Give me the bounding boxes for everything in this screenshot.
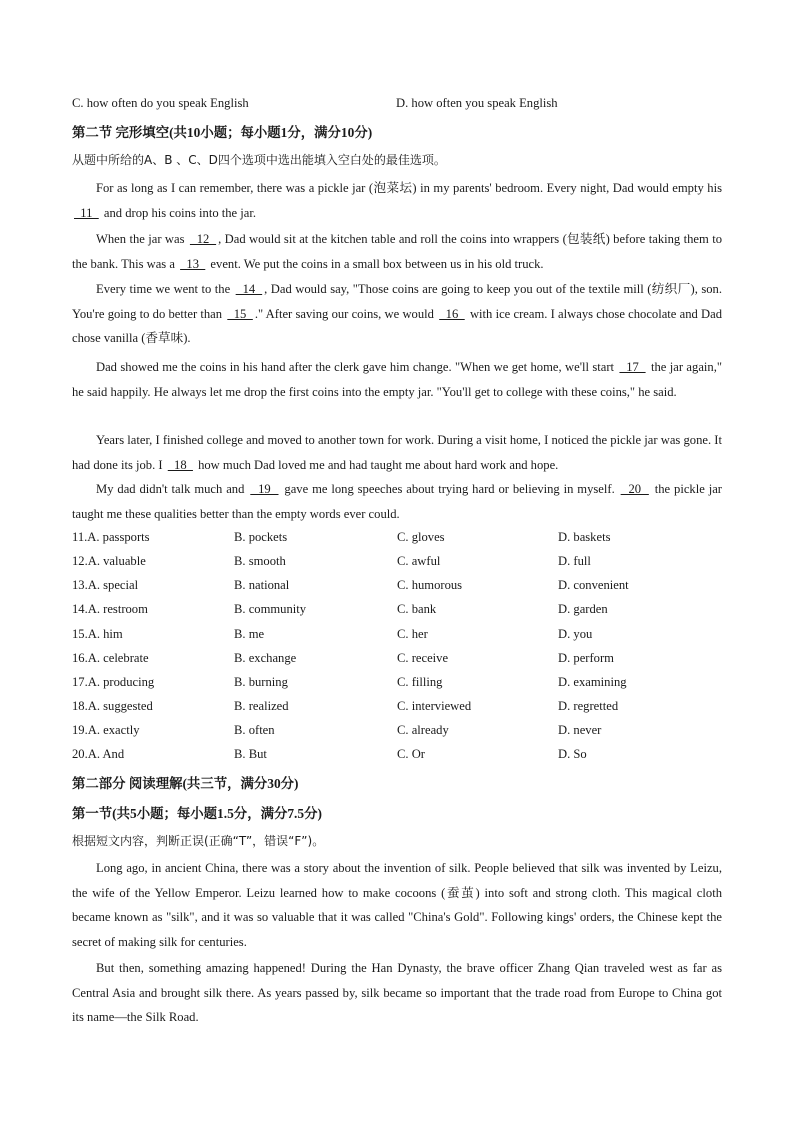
option-19-b: B. often xyxy=(234,723,275,737)
section-instruction: 从题中所给的A、B 、C、D四个选项中选出能填入空白处的最佳选项。 xyxy=(72,153,446,167)
option-11-c: C. gloves xyxy=(397,530,445,544)
option-12-a: 12.A. valuable xyxy=(72,554,146,568)
option-20-a: 20.A. And xyxy=(72,747,125,761)
cloze-paragraph-6: My dad didn't talk much and 19 gave me long speeches about trying hard or believing in myself. 20 the pickle jar taught me these qualities better than the empty words ever could. xyxy=(72,482,722,521)
option-20-b: B. But xyxy=(234,747,267,761)
reading-paragraph-2: But then, something amazing happened! During the Han Dynasty, the brave officer Zhang Qian traveled west as far as Central Asia and brought silk there. As years passed by, silk became so important that the trade road from Europe to China got its name—the Silk Road. xyxy=(72,961,722,1025)
option-13-b: B. national xyxy=(234,578,290,592)
sub-section-instruction: 根据短文内容，判断正误(正确“T”，错误“F”)。 xyxy=(72,834,325,848)
option-14-b: B. community xyxy=(234,602,307,616)
option-14-d: D. garden xyxy=(558,602,608,616)
option-16-d: D. perform xyxy=(558,651,614,665)
blank-11: 11 xyxy=(74,205,99,220)
option-12-c: C. awful xyxy=(397,554,441,568)
option-13-c: C. humorous xyxy=(397,578,463,592)
prev-option-c: C. how often do you speak English xyxy=(72,96,249,110)
option-13-d: D. convenient xyxy=(558,578,629,592)
cloze-paragraph-1: For as long as I can remember, there was a pickle jar (泡菜坛) in my parents' bedroom. Every night, Dad would empty his 11 and drop his coins into the jar. xyxy=(74,181,722,220)
blank-14: 14 xyxy=(235,282,263,296)
option-15-b: B. me xyxy=(234,627,265,641)
option-19-a: 19.A. exactly xyxy=(72,723,140,737)
option-17-a: 17.A. producing xyxy=(72,675,155,689)
option-18-b: B. realized xyxy=(234,699,289,713)
blank-20: 20 xyxy=(620,482,649,496)
option-18-d: D. regretted xyxy=(558,699,619,713)
sub-section-heading: 第一节(共5小题；每小题1.5分，满分7.5分) xyxy=(72,806,322,821)
option-20-c: C. Or xyxy=(397,747,425,761)
cloze-paragraph-5: Years later, I finished college and moved to another town for work. During a visit home, I noticed the pickle jar was gone. It had done its job. I 18 how much Dad loved me and had taught me about hard work and hope. xyxy=(72,433,722,472)
section-heading: 第二节 完形填空(共10小题；每小题1分，满分10分) xyxy=(72,125,373,140)
option-11-b: B. pockets xyxy=(234,530,288,544)
option-19-d: D. never xyxy=(558,723,602,737)
reading-paragraph-1: Long ago, in ancient China, there was a story about the invention of silk. People believed that silk was invented by Leizu, the wife of the Yellow Emperor. Leizu learned how to make cocoons (蚕茧) into soft and strong cloth. This magical cloth became known as "silk", and it was so valuable that it was called "China's Gold". Following kings' orders, the Chinese kept the secret of making silk for centuries. xyxy=(72,861,722,949)
option-13-a: 13.A. special xyxy=(72,578,139,592)
option-11-d: D. baskets xyxy=(558,530,611,544)
option-17-d: D. examining xyxy=(558,675,627,689)
blank-12: 12 xyxy=(189,232,217,246)
option-15-c: C. her xyxy=(397,627,428,641)
option-19-c: C. already xyxy=(397,723,449,737)
part-heading: 第二部分 阅读理解(共三节，满分30分) xyxy=(72,776,299,791)
option-18-c: C. interviewed xyxy=(397,699,472,713)
option-17-b: B. burning xyxy=(234,675,288,689)
cloze-paragraph-3: Every time we went to the 14 , Dad would say, "Those coins are going to keep you out of the textile mill (纺织厂), son. You're going to do better than 15 ." After saving our coins, we would 16 with ice cream. I always chose chocolate and Dad chose vanilla (香草味). xyxy=(72,282,723,346)
option-16-b: B. exchange xyxy=(234,651,297,665)
option-15-a: 15.A. him xyxy=(72,627,123,641)
blank-13: 13 xyxy=(180,256,206,271)
cloze-paragraph-2: When the jar was 12 , Dad would sit at the kitchen table and roll the coins into wrappers (包装纸) before taking them to the bank. This was a 13 event. We put the coins in a small box between us in his old truck. xyxy=(72,232,722,271)
option-12-b: B. smooth xyxy=(234,554,286,568)
option-18-a: 18.A. suggested xyxy=(72,699,153,713)
option-16-a: 16.A. celebrate xyxy=(72,651,149,665)
blank-15: 15 xyxy=(227,306,253,321)
option-17-c: C. filling xyxy=(397,675,443,689)
blank-16: 16 xyxy=(439,306,465,321)
option-14-a: 14.A. restroom xyxy=(72,602,148,616)
blank-17: 17 xyxy=(619,360,646,374)
blank-18: 18 xyxy=(167,457,193,472)
option-11-a: 11.A. passports xyxy=(72,530,150,544)
option-15-d: D. you xyxy=(558,627,593,641)
option-20-d: D. So xyxy=(558,747,587,761)
option-16-c: C. receive xyxy=(397,651,449,665)
prev-option-d: D. how often you speak English xyxy=(396,96,558,110)
cloze-paragraph-4: Dad showed me the coins in his hand after the clerk gave him change. "When we get home, we'll start 17 the jar again," he said happily. He always let me drop the first coins into the empty jar. "You'll get to college with these coins," he said. xyxy=(72,360,722,399)
blank-19: 19 xyxy=(250,482,279,496)
option-14-c: C. bank xyxy=(397,602,437,616)
option-12-d: D. full xyxy=(558,554,591,568)
